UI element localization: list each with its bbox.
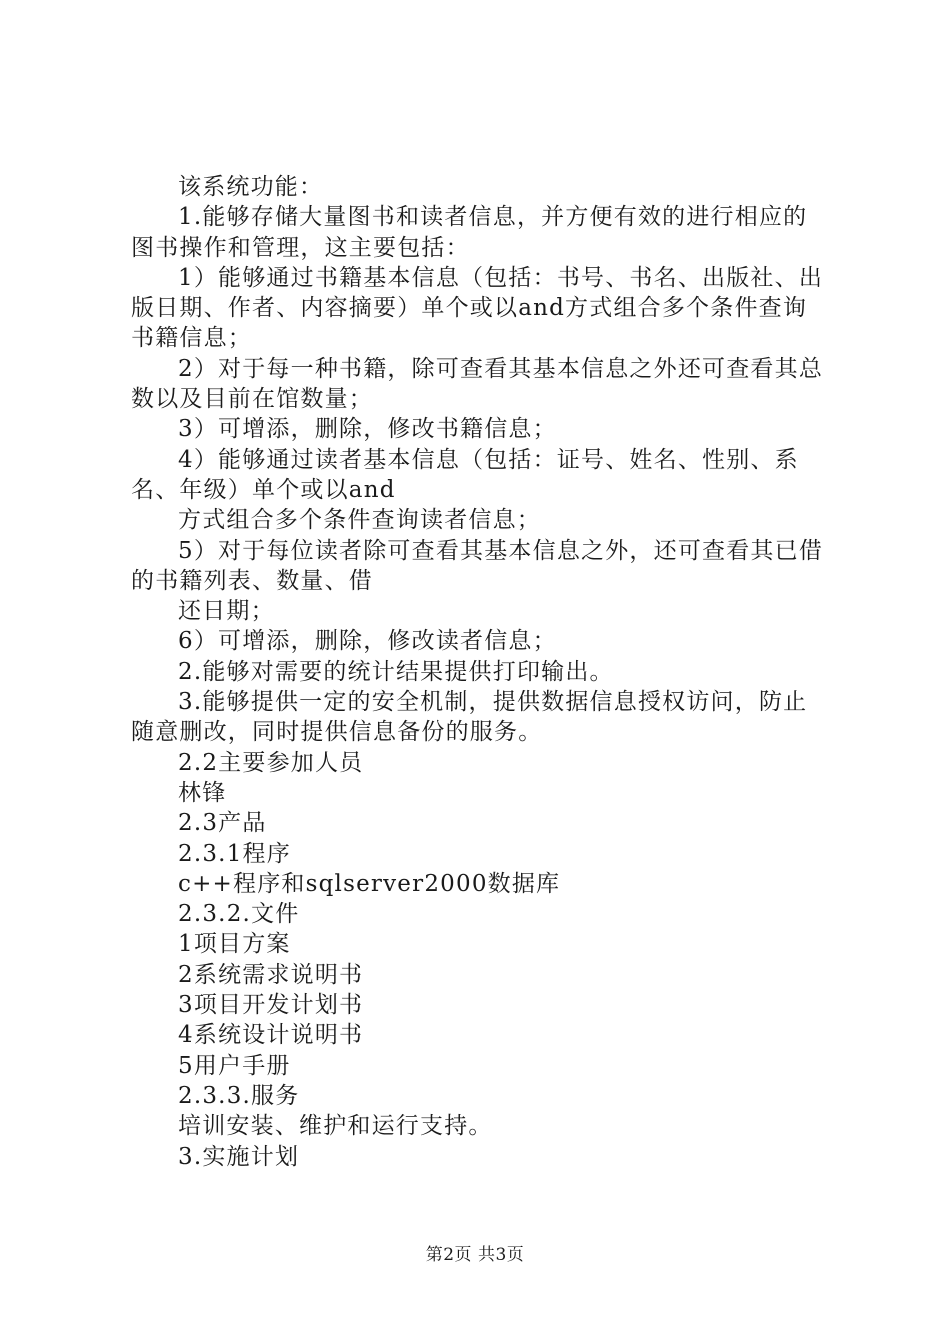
document-body: [131, 172, 831, 1172]
document-paragraph: 2）对于每一种书籍，除可查看其基本信息之外还可查看其总数以及目前在馆数量；: [131, 355, 824, 413]
document-paragraph: 3.能够提供一定的安全机制，提供数据信息授权访问，防止随意删改，同时提供信息备份的服务。: [131, 689, 808, 746]
document-paragraph: 林锋: [178, 779, 227, 806]
document-paragraph: 该系统功能：: [178, 174, 324, 200]
document-paragraph: 5）对于每位读者除可查看其基本信息之外，还可查看其已借的书籍列表、数量、借: [131, 537, 824, 594]
document-paragraph: 2.3.1程序: [178, 840, 291, 867]
document-paragraph: 2系统需求说明书: [178, 961, 364, 988]
document-paragraph: 1.能够存储大量图书和读者信息，并方便有效的进行相应的图书操作和管理，这主要包括：: [131, 204, 808, 261]
document-paragraph: c++程序和sqlserver2000数据库: [178, 870, 561, 897]
document-paragraph: 1项目方案: [178, 931, 291, 958]
document-paragraph: 5用户手册: [178, 1052, 291, 1079]
document-paragraph: 3.实施计划: [178, 1143, 300, 1170]
document-paragraph: 方式组合多个条件查询读者信息；: [178, 507, 541, 534]
document-paragraph: 4）能够通过读者基本信息（包括：证号、姓名、性别、系名、年级）单个或以and: [131, 446, 799, 503]
document-paragraph: 2.3产品: [178, 810, 267, 837]
document-paragraph: 1）能够通过书籍基本信息（包括：书号、书名、出版社、出版日期、作者、内容摘要）单个或以and方式组合多个条件查询书籍信息；: [131, 264, 824, 352]
document-paragraph: 3）可增添，删除，修改书籍信息；: [178, 416, 557, 443]
document-paragraph: 6）可增添，删除，修改读者信息；: [178, 628, 557, 655]
document-paragraph: 2.能够对需要的统计结果提供打印输出。: [178, 658, 614, 685]
document-paragraph: 2.3.3.服务: [178, 1082, 300, 1109]
document-paragraph: 培训安装、维护和运行支持。: [178, 1113, 493, 1140]
document-paragraph: 还日期；: [178, 598, 275, 625]
page-footer: 第2页 共3页: [425, 1245, 525, 1265]
document-paragraph: 2.2主要参加人员: [178, 749, 364, 776]
document-paragraph: 4系统设计说明书: [178, 1022, 364, 1049]
document-paragraph: 3项目开发计划书: [178, 992, 364, 1019]
document-paragraph: 2.3.2.文件: [178, 901, 300, 928]
